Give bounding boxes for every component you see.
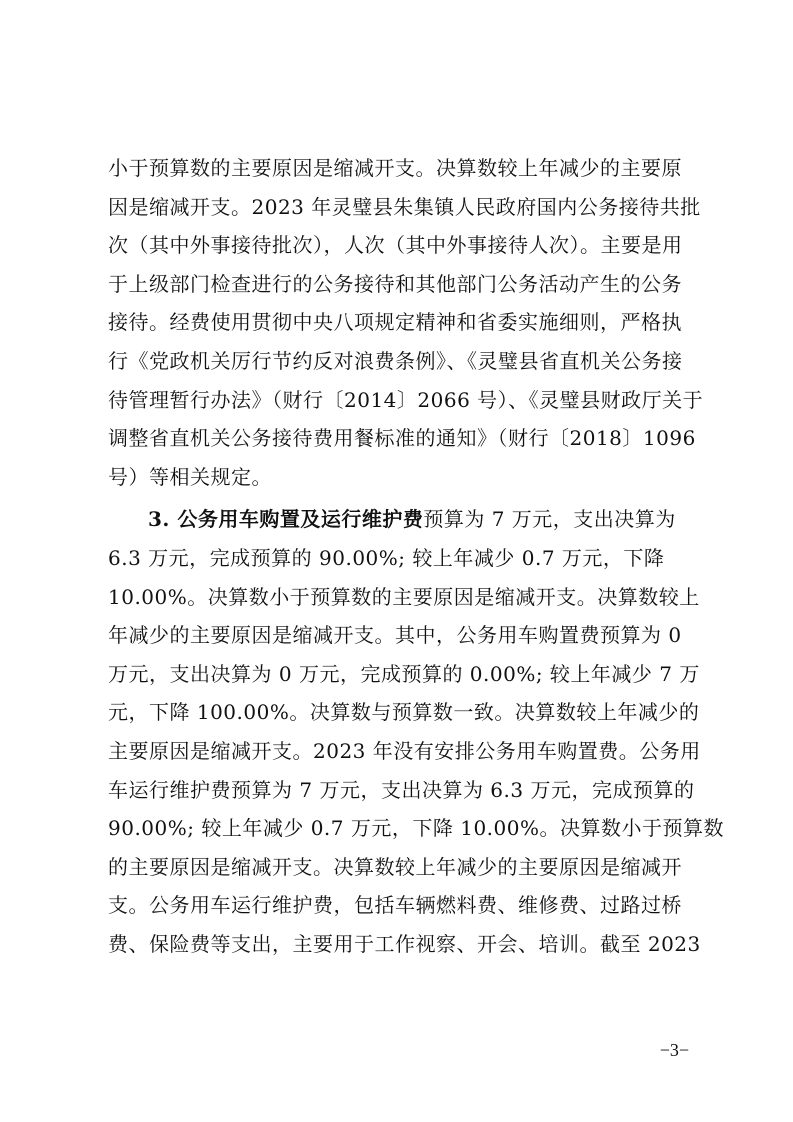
page-number: −3− [659,1040,689,1060]
paragraph-reception-expenses [108,149,704,496]
text-line: 万元，支出决算为 0 万元，完成预算的 0.00%; 较上年减少 7 万 [108,661,700,686]
text-line: 支。公务用车运行维护费，包括车辆燃料费、维修费、过路过桥 [108,893,682,918]
text-line: 行《党政机关厉行节约反对浪费条例》、《灵璧县省直机关公务接 [108,348,683,373]
text-line: 于上级部门检查进行的公务接待和其他部门公务活动产生的公务 [108,271,682,296]
text-line: 主要原因是缩减开支。2023 年没有安排公务用车购置费。公务用 [108,738,701,763]
text-line: 元，下降 100.00%。决算数与预算数一致。决算数较上年减少的 [108,700,700,725]
text-line: 费、保险费等支出，主要用于工作视察、开会、培训。截至 2023 [108,931,701,956]
text-line-first [108,500,688,539]
text-line-rest: 预算为 7 万元，支出决算为 [423,507,676,532]
text-line: 因是缩减开支。2023 年灵璧县朱集镇人民政府国内公务接待共批 [108,194,701,219]
text-line: 小于预算数的主要原因是缩减开支。决算数较上年减少的主要原 [108,156,682,180]
text-line: 年减少的主要原因是缩减开支。其中，公务用车购置费预算为 0 [108,623,682,648]
text-line: 的主要原因是缩减开支。决算数较上年减少的主要原因是缩减开 [108,854,682,879]
text-line: 6.3 万元，完成预算的 90.00%; 较上年减少 0.7 万元，下降 [108,545,665,570]
section-heading: 3. 公务用车购置及运行维护费 [148,507,424,532]
paragraph-vehicle-expenses [108,500,724,963]
text-line: 90.00%; 较上年减少 0.7 万元，下降 10.00%。决算数小于预算数 [108,816,724,841]
text-line: 次（其中外事接待批次），人次（其中外事接待人次）。主要是用 [108,233,683,258]
text-line: 号）等相关规定。 [108,464,272,489]
text-line: 车运行维护费预算为 7 万元，支出决算为 6.3 万元，完成预算的 [108,777,695,802]
text-line: 接待。经费使用贯彻中央八项规定精神和省委实施细则，严格执 [108,310,682,335]
text-line: 调整省直机关公务接待费用餐标准的通知》（财行〔2018〕1096 [108,426,696,451]
body-text [108,149,724,963]
text-line: 待管理暂行办法》（财行〔2014〕2066 号）、《灵璧县财政厅关于 [108,387,704,412]
text-line: 10.00%。决算数小于预算数的主要原因是缩减开支。决算数较上 [108,584,700,609]
